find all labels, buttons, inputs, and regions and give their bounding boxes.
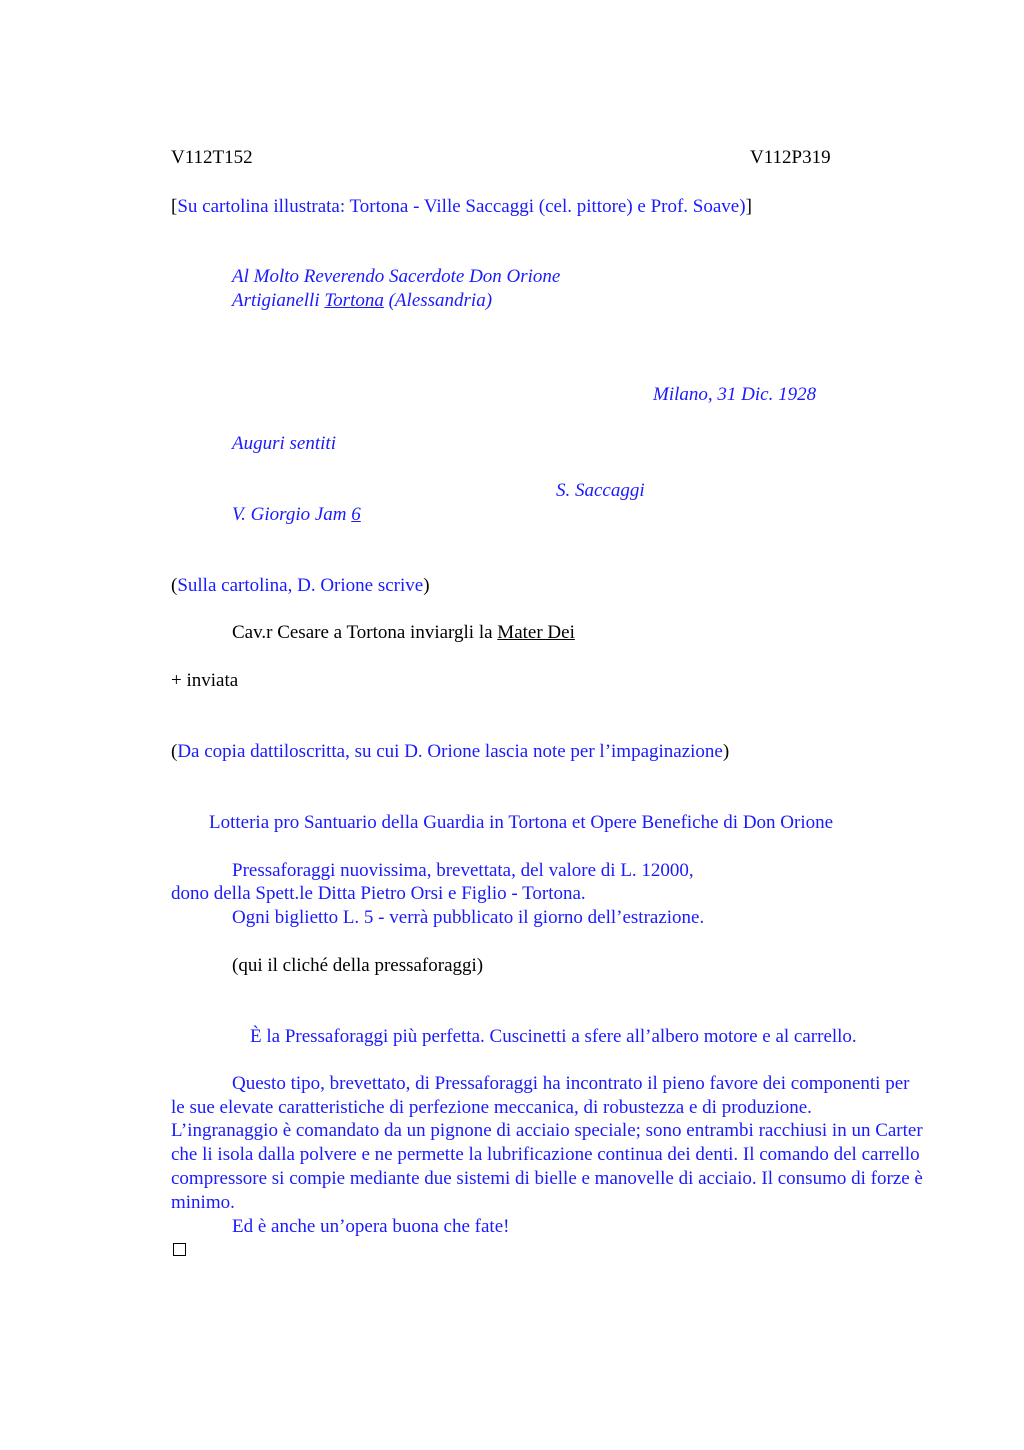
prize-line-1: Pressaforaggi nuovissima, brevettata, del valore di L. 12000, — [232, 860, 694, 881]
closing-line: Ed è anche un’opera buona che fate! — [232, 1216, 510, 1237]
machine-tagline: È la Pressaforaggi più perfetta. Cuscinetti a sfere all’albero motore e al carrello. — [250, 1026, 857, 1047]
address-line-2: Artigianelli Tortona (Alessandria) — [232, 290, 493, 311]
document-code-right: V112P319 — [750, 147, 831, 168]
address-line-1: Al Molto Reverendo Sacerdote Don Orione — [232, 266, 561, 287]
orione-handwritten-note: Cav.r Cesare a Tortona inviargli la Mater Dei — [232, 622, 575, 643]
end-mark-square — [173, 1243, 186, 1256]
postcard-source-note: [Su cartolina illustrata: Tortona - Ville Saccaggi (cel. pittore) e Prof. Soave)] — [171, 196, 752, 217]
signature: S. Saccaggi — [556, 480, 645, 501]
lottery-title: Lotteria pro Santuario della Guardia in Tortona et Opere Benefiche di Don Orione — [209, 812, 834, 833]
dateline: Milano, 31 Dic. 1928 — [653, 384, 817, 405]
cliche-placeholder-note: (qui il cliché della pressaforaggi) — [232, 955, 484, 976]
greeting: Auguri sentiti — [232, 433, 336, 454]
editorial-note-orione: (Sulla cartolina, D. Orione scrive) — [171, 575, 430, 596]
prize-line-2: dono della Spett.le Ditta Pietro Orsi e Figlio - Tortona. — [171, 883, 586, 904]
ticket-line: Ogni biglietto L. 5 - verrà pubblicato il giorno dell’estrazione. — [232, 907, 705, 928]
document-code-left: V112T152 — [171, 147, 253, 168]
editorial-note-typescript: (Da copia dattiloscritta, su cui D. Orione lascia note per l’impaginazione) — [171, 741, 730, 762]
machine-description: Questo tipo, brevettato, di Pressaforaggi ha incontrato il pieno favore dei componenti per le sue elevate caratteristiche di perfezione meccanica, di robustezza e di produzione. L’ingranaggio è comandato da un pignone di acciaio speciale; sono entrambi racchiusi in un Carter che li isola dalla polvere e ne permette la lubrificazione continua dei denti. Il comando del carrello compressore si compie mediante due sistemi di bielle e manovelle di acciaio. Il consumo di forze è minimo. — [171, 1073, 923, 1213]
sender-address: V. Giorgio Jam 6 — [232, 504, 361, 525]
sent-mark: + inviata — [171, 670, 239, 691]
